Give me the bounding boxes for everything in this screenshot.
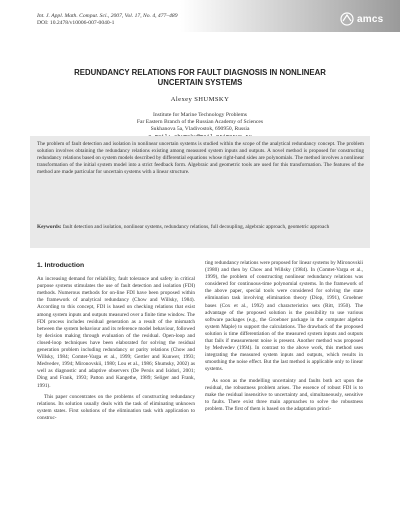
affiliation-branch: Far Eastern Branch of the Russian Academy of Sciences (136, 119, 264, 126)
amcs-logo-icon (340, 12, 354, 26)
affiliation-institute: Institute for Marine Technology Problems (153, 112, 247, 118)
abstract-text: The problem of fault detection and isolation in nonlinear uncertain systems is studied within the scope of the analytical redundancy concept. The problem solution involves obtaining the redundancy relations existing among measured system inputs and outputs. A novel method is proposed for constructing redundancy relations based on system models described by differential equations whose right-hand sides are polynomials. The method involves a nonlinear transformation of the initial system model into a strict feedback form. Algebraic and geometric tools are used for this transformation. The features of the method are made particular for uncertain systems with a linear structure. (37, 141, 364, 176)
doi: DOI: 10.2478/v10006-007-0040-1 (37, 20, 115, 26)
left-column (37, 262, 195, 426)
logo-text: amcs (357, 13, 384, 25)
paragraph: As soon as the modelling uncertainty and faults both act upon the residual, the robustness problem arises. The essence of robust FDI is to make the residual insensitive to uncertainty and, simultaneously, sensitive to faults. There exist three main approaches to solve the robustness problem. The first of them is based on the adaptation princi- (205, 377, 363, 412)
keywords (37, 224, 364, 231)
right-column (205, 260, 363, 417)
journal-logo (340, 8, 390, 30)
paper-title: REDUNDANCY RELATIONS FOR FAULT DIAGNOSIS IN NONLINEAR UNCERTAIN SYSTEMS (74, 68, 326, 87)
journal-citation: Int. J. Appl. Math. Comput. Sci., 2007, Vol. 17, No. 4, 477–489 (37, 13, 178, 19)
section-heading: 1. Introduction (37, 262, 85, 269)
affiliation-address: Sukhanova 5a, Vladivostok, 690950, Russia (150, 126, 250, 133)
paragraph: An increasing demand for reliability, fault tolerance and safety in critical purpose systems stimulates the use of fault detection and isolation (FDI) methods. Numerous methods for on-line FDI have been proposed within the framework of analytical redundancy (Chow and Willsky, 1984). According to this concept, FDI is based on checking relations that exist among system inputs and outputs measured over a finite time window. The FDI process includes residual generation as a result of the mismatch between the system behaviour and its reference model behaviour, followed by decision making through evaluation of the residual. Open-loop and closed-loop techniques have been elaborated for solving the residual generation problem including redundancy or parity relations (Chow and Willsky, 1984; Comtet-Varga et al., 1999; Gertler and Kunwer, 1993; Medvedev, 1994; Mironovskii, 1980; Lou et al., 1986; Shumsky, 2002) as well as diagnostic and adaptive observers (De Persis and Isidori, 2001; Ding and Frank, 1993; Patton and Kangethe, 1989; Seliger and Frank, 1991). (37, 276, 195, 389)
keywords-label: Keywords: (37, 224, 62, 230)
paragraph: ting redundancy relations were proposed for linear systems by Mironovskii (1980) and then by Chow and Willsky (1984). In (Comtet-Varga et al., 1999), the problem of constructing nonlinear redundancy relations was considered for continuous-time polynomial systems. In the framework of the above paper, special tools were considered for solving the state elimination task involving elimination theory (Diop, 1991), Groebner bases (Cox et al., 1992) and characteristics sets (Ritt, 1950). The advantage of the proposed solution is the possibility to use various software packages (e.g., the Groebner package in the computer algebra system Maple) to support the calculations. The drawback of the proposed solution is time differentiation of the measured system inputs and outputs that fails if measurement noise is present. Another method was proposed by Medvedev (1994). In contrast to the above work, this method uses integrating the measured system inputs and outputs, which results in smoothing the noise effect. But the last method is applicable only to linear systems. (205, 260, 363, 373)
keywords-list: fault detection and isolation, nonlinear systems, redundancy relations, full decoupling, algebraic approach, geometric approach (62, 224, 330, 230)
author-name: Alexey SHUMSKY (170, 96, 230, 103)
paragraph: This paper concentrates on the problems of constructing redundancy relations. Its solution usually deals with the task of eliminating unknown system states. First solutions of the elimination task with application to construc- (37, 393, 195, 421)
